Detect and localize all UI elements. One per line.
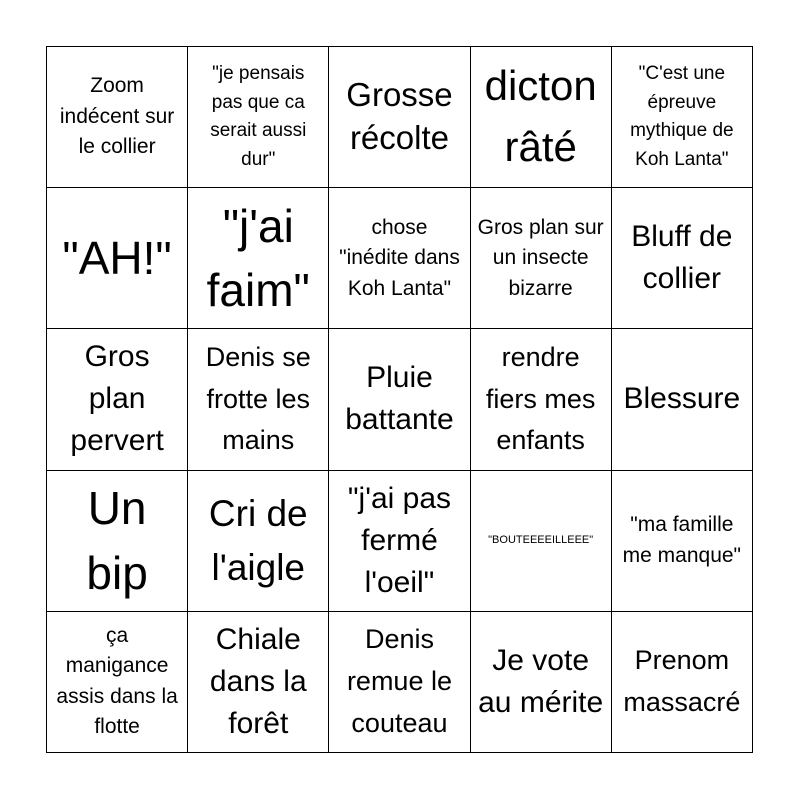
cell-text: Chiale dans la forêt	[209, 622, 307, 740]
bingo-cell[interactable]	[329, 47, 470, 188]
cell-text: Gros plan sur un insecte bizarre	[477, 215, 604, 300]
bingo-cell[interactable]	[47, 471, 188, 612]
cell-text: dicton râté	[484, 62, 597, 171]
cell-text: Blessure	[623, 382, 741, 416]
cell-text: Prenom massacré	[623, 645, 741, 717]
bingo-cell[interactable]	[188, 471, 329, 612]
cell-text: "je pensais pas que ca serait aussi dur"	[210, 63, 307, 170]
bingo-cell[interactable]	[47, 188, 188, 329]
cell-text: Gros plan pervert	[70, 340, 164, 458]
bingo-cell[interactable]	[612, 612, 753, 753]
cell-text: "C'est une épreuve mythique de Koh Lanta"	[630, 63, 734, 170]
cell-text: Je vote au mérite	[478, 643, 604, 719]
bingo-cell[interactable]	[612, 329, 753, 470]
cell-text: Pluie battante	[345, 361, 454, 437]
bingo-cell[interactable]	[188, 188, 329, 329]
cell-text: "AH!"	[62, 232, 172, 285]
bingo-cell[interactable]	[612, 471, 753, 612]
cell-text: Grosse récolte	[346, 76, 453, 157]
bingo-cell[interactable]	[612, 47, 753, 188]
cell-text: "ma famille me manque"	[622, 513, 742, 567]
cell-text: Denis remue le couteau	[346, 624, 452, 738]
bingo-cell[interactable]	[329, 612, 470, 753]
bingo-cell[interactable]	[471, 612, 612, 753]
cell-text: Cri de l'aigle	[208, 493, 308, 588]
bingo-cell[interactable]	[471, 188, 612, 329]
cell-text: Bluff de collier	[631, 220, 733, 296]
bingo-cell[interactable]	[329, 329, 470, 470]
bingo-cell[interactable]	[47, 612, 188, 753]
bingo-cell[interactable]	[612, 188, 753, 329]
cell-text: "j'ai pas fermé l'oeil"	[347, 481, 452, 599]
bingo-cell[interactable]	[471, 471, 612, 612]
bingo-cell[interactable]	[188, 47, 329, 188]
cell-text: rendre fiers mes enfants	[485, 341, 596, 456]
cell-text: Un bip	[86, 482, 148, 599]
cell-text: "BOUTEEEEILLEEE"	[488, 534, 594, 547]
cell-text: chose "inédite dans Koh Lanta"	[339, 215, 460, 300]
bingo-cell[interactable]	[188, 612, 329, 753]
bingo-cell[interactable]	[329, 471, 470, 612]
cell-text: ça manigance assis dans la flotte	[56, 623, 178, 739]
bingo-cell[interactable]	[47, 47, 188, 188]
bingo-cell[interactable]	[188, 329, 329, 470]
cell-text: Zoom indécent sur le collier	[59, 74, 175, 159]
bingo-board	[46, 46, 753, 753]
bingo-cell[interactable]	[471, 329, 612, 470]
bingo-cell[interactable]	[329, 188, 470, 329]
bingo-cell[interactable]	[47, 329, 188, 470]
bingo-cell[interactable]	[471, 47, 612, 188]
cell-text: Denis se frotte les mains	[205, 341, 311, 456]
cell-text: "j'ai faim"	[206, 199, 310, 317]
